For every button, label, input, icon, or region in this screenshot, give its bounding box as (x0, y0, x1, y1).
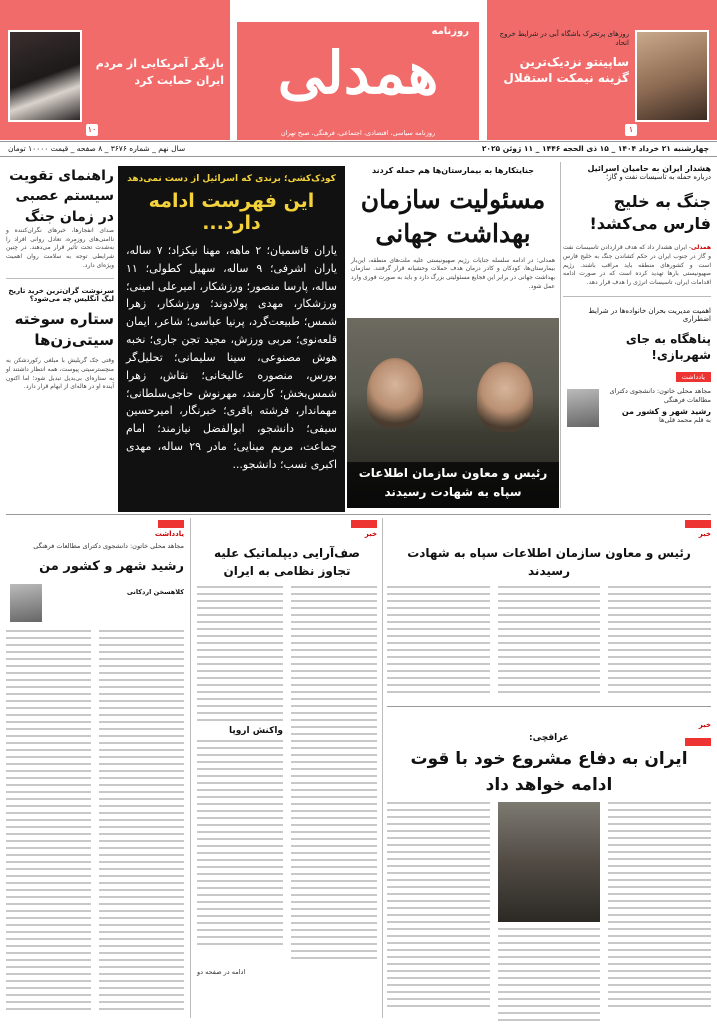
victims-list-box[interactable] (118, 166, 345, 512)
note-caption: به قلم محمد قلی‌ها (658, 415, 711, 424)
text-column (498, 586, 601, 698)
masthead-right-teaser[interactable] (487, 0, 717, 140)
sport-kicker: سرنوشت گران‌ترین خرید تاریخ لیگ انگلیس چه می‌شود؟ (8, 287, 114, 304)
front-right-column (563, 160, 711, 510)
masthead-left-teaser[interactable] (0, 0, 230, 140)
issue-date: چهارشنبه ۲۱ خرداد ۱۴۰۴ _ ۱۵ ذی الحجه ۱۴۴۶ _ ۱۱ ژوئن ۲۰۲۵ (481, 144, 709, 153)
bottom-headline-diplomatic[interactable]: صف‌آرایی دیپلماتیک علیه تجاوز نظامی به ایران (214, 546, 360, 578)
author-name: کلاهسخن اردکانی (126, 588, 184, 597)
dateline-bar (0, 141, 717, 157)
page-number-badge-left: ۱۰ (87, 125, 97, 134)
text-column (608, 802, 711, 1024)
section-tag (351, 520, 377, 528)
lead-text: - ایران هشدار داد که هدف قراردادن تاسیسات نفت و گاز در جنوب ایران در حکم کشاندن جنگ به خلیج فارس است و کشورهای منطقه باید مراقب باشند. رژیم صهیونیستی بارها تهدید کرده است که در صورت ادامه اقدامات ایران، تاسیسات انرژی را هدف قرار دهد. (563, 244, 711, 286)
teaser-kicker: روزهای پرتحرک باشگاه آبی در شرایط خروج اتحاد (499, 30, 629, 48)
text-column (498, 928, 601, 1024)
bottom-kicker-2: عراقچی: (529, 733, 569, 743)
article-photo-column (498, 802, 601, 1024)
story-lead (563, 244, 711, 287)
column-rule (190, 518, 191, 1018)
note-byline: مجاهد محلی خاتون: دانشجوی دکترای مطالعات فرهنگی (33, 542, 184, 550)
issue-info: سال نهم _ شماره ۳۶۷۶ _ ۸ صفحه _ قیمت ۱۰۰۰۰ تومان (8, 144, 186, 153)
column-rule (382, 518, 383, 1018)
text-column (197, 586, 283, 721)
divider (6, 278, 114, 279)
person-photo-right (477, 362, 533, 432)
text-column (6, 630, 91, 1015)
text-column (291, 586, 377, 964)
story-kicker-2: اهمیت مدیریت بحران خانواده‌ها در شرایط اضطراری (588, 306, 711, 323)
note-byline: مجاهد محلی خاتون: دانشجوی دکترای مطالعات فرهنگی (609, 387, 711, 404)
text-column-2 (197, 586, 283, 964)
sport-body: وقتی جک گریلیش با مبلغی رکوردشکن به منچسترسیتی پیوست، همه انتظار داشتند او به ستاره‌ای بی‌بدیل تبدیل شود؛ اما اکنون آینده او در هاله‌ای از ابهام قرار دارد. (6, 357, 114, 391)
note-headline[interactable]: رشید شهر و کشور من (39, 558, 184, 574)
text-column (387, 802, 490, 1024)
note-title: رشید شهر و کشور من (621, 406, 711, 416)
box-kicker: کودک‌کشی؛ برندی که اسرائیل از دست نمی‌دهد (127, 174, 336, 184)
logo-small-label: روزنامه (431, 26, 469, 37)
article-body-diplomatic (197, 586, 377, 964)
person-photo-left (367, 358, 423, 428)
health-body: صدای انفجارها، خبرهای نگران‌کننده و ناامنی‌های روزمره، تعادل روانی افراد را به‌شدت تحت تأثیر قرار می‌دهند. در چنین شرایطی توجه به سلامت روان اهمیت ویژه‌ای دارد. (6, 226, 114, 269)
story-headline[interactable]: جنگ به خلیج فارس می‌کشد! (589, 192, 711, 233)
divider (563, 296, 711, 297)
lead-label: همدلی (691, 244, 711, 252)
bottom-right-section (387, 520, 711, 1020)
note-block[interactable] (563, 387, 711, 429)
column-rule (560, 162, 561, 508)
logo-tagline: روزنامه سیاسی، اقتصادی، اجتماعی، فرهنگی، صبح تهران (280, 129, 436, 137)
section-tag (685, 520, 711, 528)
author-block (6, 582, 184, 624)
author-photo (567, 389, 599, 427)
masthead (0, 0, 717, 140)
newspaper-logo (237, 22, 479, 140)
bottom-headline-2[interactable]: ایران به دفاع مشروع خود با قوت ادامه خواهد داد (410, 749, 688, 795)
section-label: خبر (364, 530, 377, 538)
author-photo (10, 584, 42, 622)
lead-body: همدلی: در ادامه سلسله جنایات رژیم صهیونیستی علیه ملت‌های منطقه، این‌بار بیمارستان‌ها، کودکان و کادر درمان هدف حملات وحشیانه قرار گرفتند. سازمان بهداشت جهانی در برابر این فجایع مسئولیتی بزرگ دارد و باید به صورت فوری وارد عمل شود. (351, 256, 555, 290)
divider (387, 706, 711, 707)
continued-note[interactable]: ادامه در صفحه دو (197, 968, 246, 976)
story-kicker: هشدار ایران به حامیان اسرائیل (587, 164, 711, 173)
subhead-europe: واکنش اروپا (228, 726, 283, 736)
teaser-photo-coach (635, 30, 709, 122)
story-headline-2[interactable]: پناهگاه به جای شهربازی! (625, 331, 711, 363)
lead-headline[interactable]: مسئولیت سازمان بهداشت جهانی (360, 185, 546, 248)
section-label: خبر (698, 721, 711, 729)
teaser-headline: ساپینتو نزدیک‌ترین گزینه نیمکت استقلال (503, 55, 629, 86)
logo-name: همدلی (277, 39, 439, 107)
bottom-left-section (6, 520, 184, 1020)
lead-photo[interactable] (347, 318, 559, 508)
bottom-middle-section (197, 520, 377, 1020)
note-chip: یادداشت (676, 372, 711, 382)
section-tag (685, 738, 711, 746)
box-headline: این فهرست ادامه دارد... (148, 190, 315, 234)
note-body (6, 630, 184, 1015)
bottom-headline-1[interactable]: رئیس و معاون سازمان اطلاعات سپاه به شهادت رسیدند (407, 546, 691, 578)
sport-headline[interactable]: ستاره سوخته سیتی‌زن‌ها (14, 310, 114, 350)
text-column (99, 630, 184, 1015)
page-number-badge: ۱ (625, 124, 637, 136)
section-divider (6, 514, 711, 515)
text-column (387, 586, 490, 698)
section-label: یادداشت (154, 530, 184, 538)
text-column (608, 586, 711, 698)
article-body-2 (387, 802, 711, 1024)
story-subkicker: درباره حمله به تاسیسات نفت و گاز؛ (606, 173, 711, 181)
article-body-1 (387, 586, 711, 698)
teaser-photo-actress (8, 30, 82, 122)
health-headline[interactable]: راهنمای تقویت سیستم عصبی در زمان جنگ (9, 168, 114, 225)
photo-caption: رئیس و معاون سازمان اطلاعات سپاه به شهادت رسیدند (347, 462, 559, 508)
teaser-headline-left: بازیگر آمریکایی از مردم ایران حمایت کرد (95, 57, 224, 87)
front-left-column (6, 160, 114, 510)
section-label: خبر (698, 530, 711, 538)
article-photo (498, 802, 601, 922)
front-middle-column (347, 160, 559, 510)
lead-kicker: جنایتکارها به بیمارستان‌ها هم حمله کردند (371, 166, 535, 175)
box-body: یاران قاسمیان؛ ۲ ماهه، مهنا نیکزاد؛ ۷ ساله، یاران اشرفی؛ ۹ ساله، سهیل کطولی؛ ۱۱ ساله، پارسا منصور؛ ورزشکار، امیرعلی امینی؛ ورزشکار، مهدی پولادوند؛ ورزشکار، زهرا شمس؛ طبیعت‌گرد، پرنیا عباسی؛ شاعر، ایمان قلعه‌نوی؛ مربی ورزش، مجید تجن جاری؛ نخبه هوش مصنوعی، سینا سلیمانی؛ تحلیل‌گر بورس، منصوره عالیخانی؛ نقاش، زهرا شمس‌بخش؛ کارمند، مهرنوش حاجی‌سلطانی؛ مهماندار، فرشته باقری؛ خبرنگار، امیرحسین سیفی؛ دانشجو، ابوالفضل نیازمند؛ امام جماعت، مریم مینایی؛ مادر ۲۹ ساله، مهدی اکبری نسب؛ دانشجو... (126, 244, 337, 471)
text-column (197, 740, 283, 945)
section-tag (158, 520, 184, 528)
